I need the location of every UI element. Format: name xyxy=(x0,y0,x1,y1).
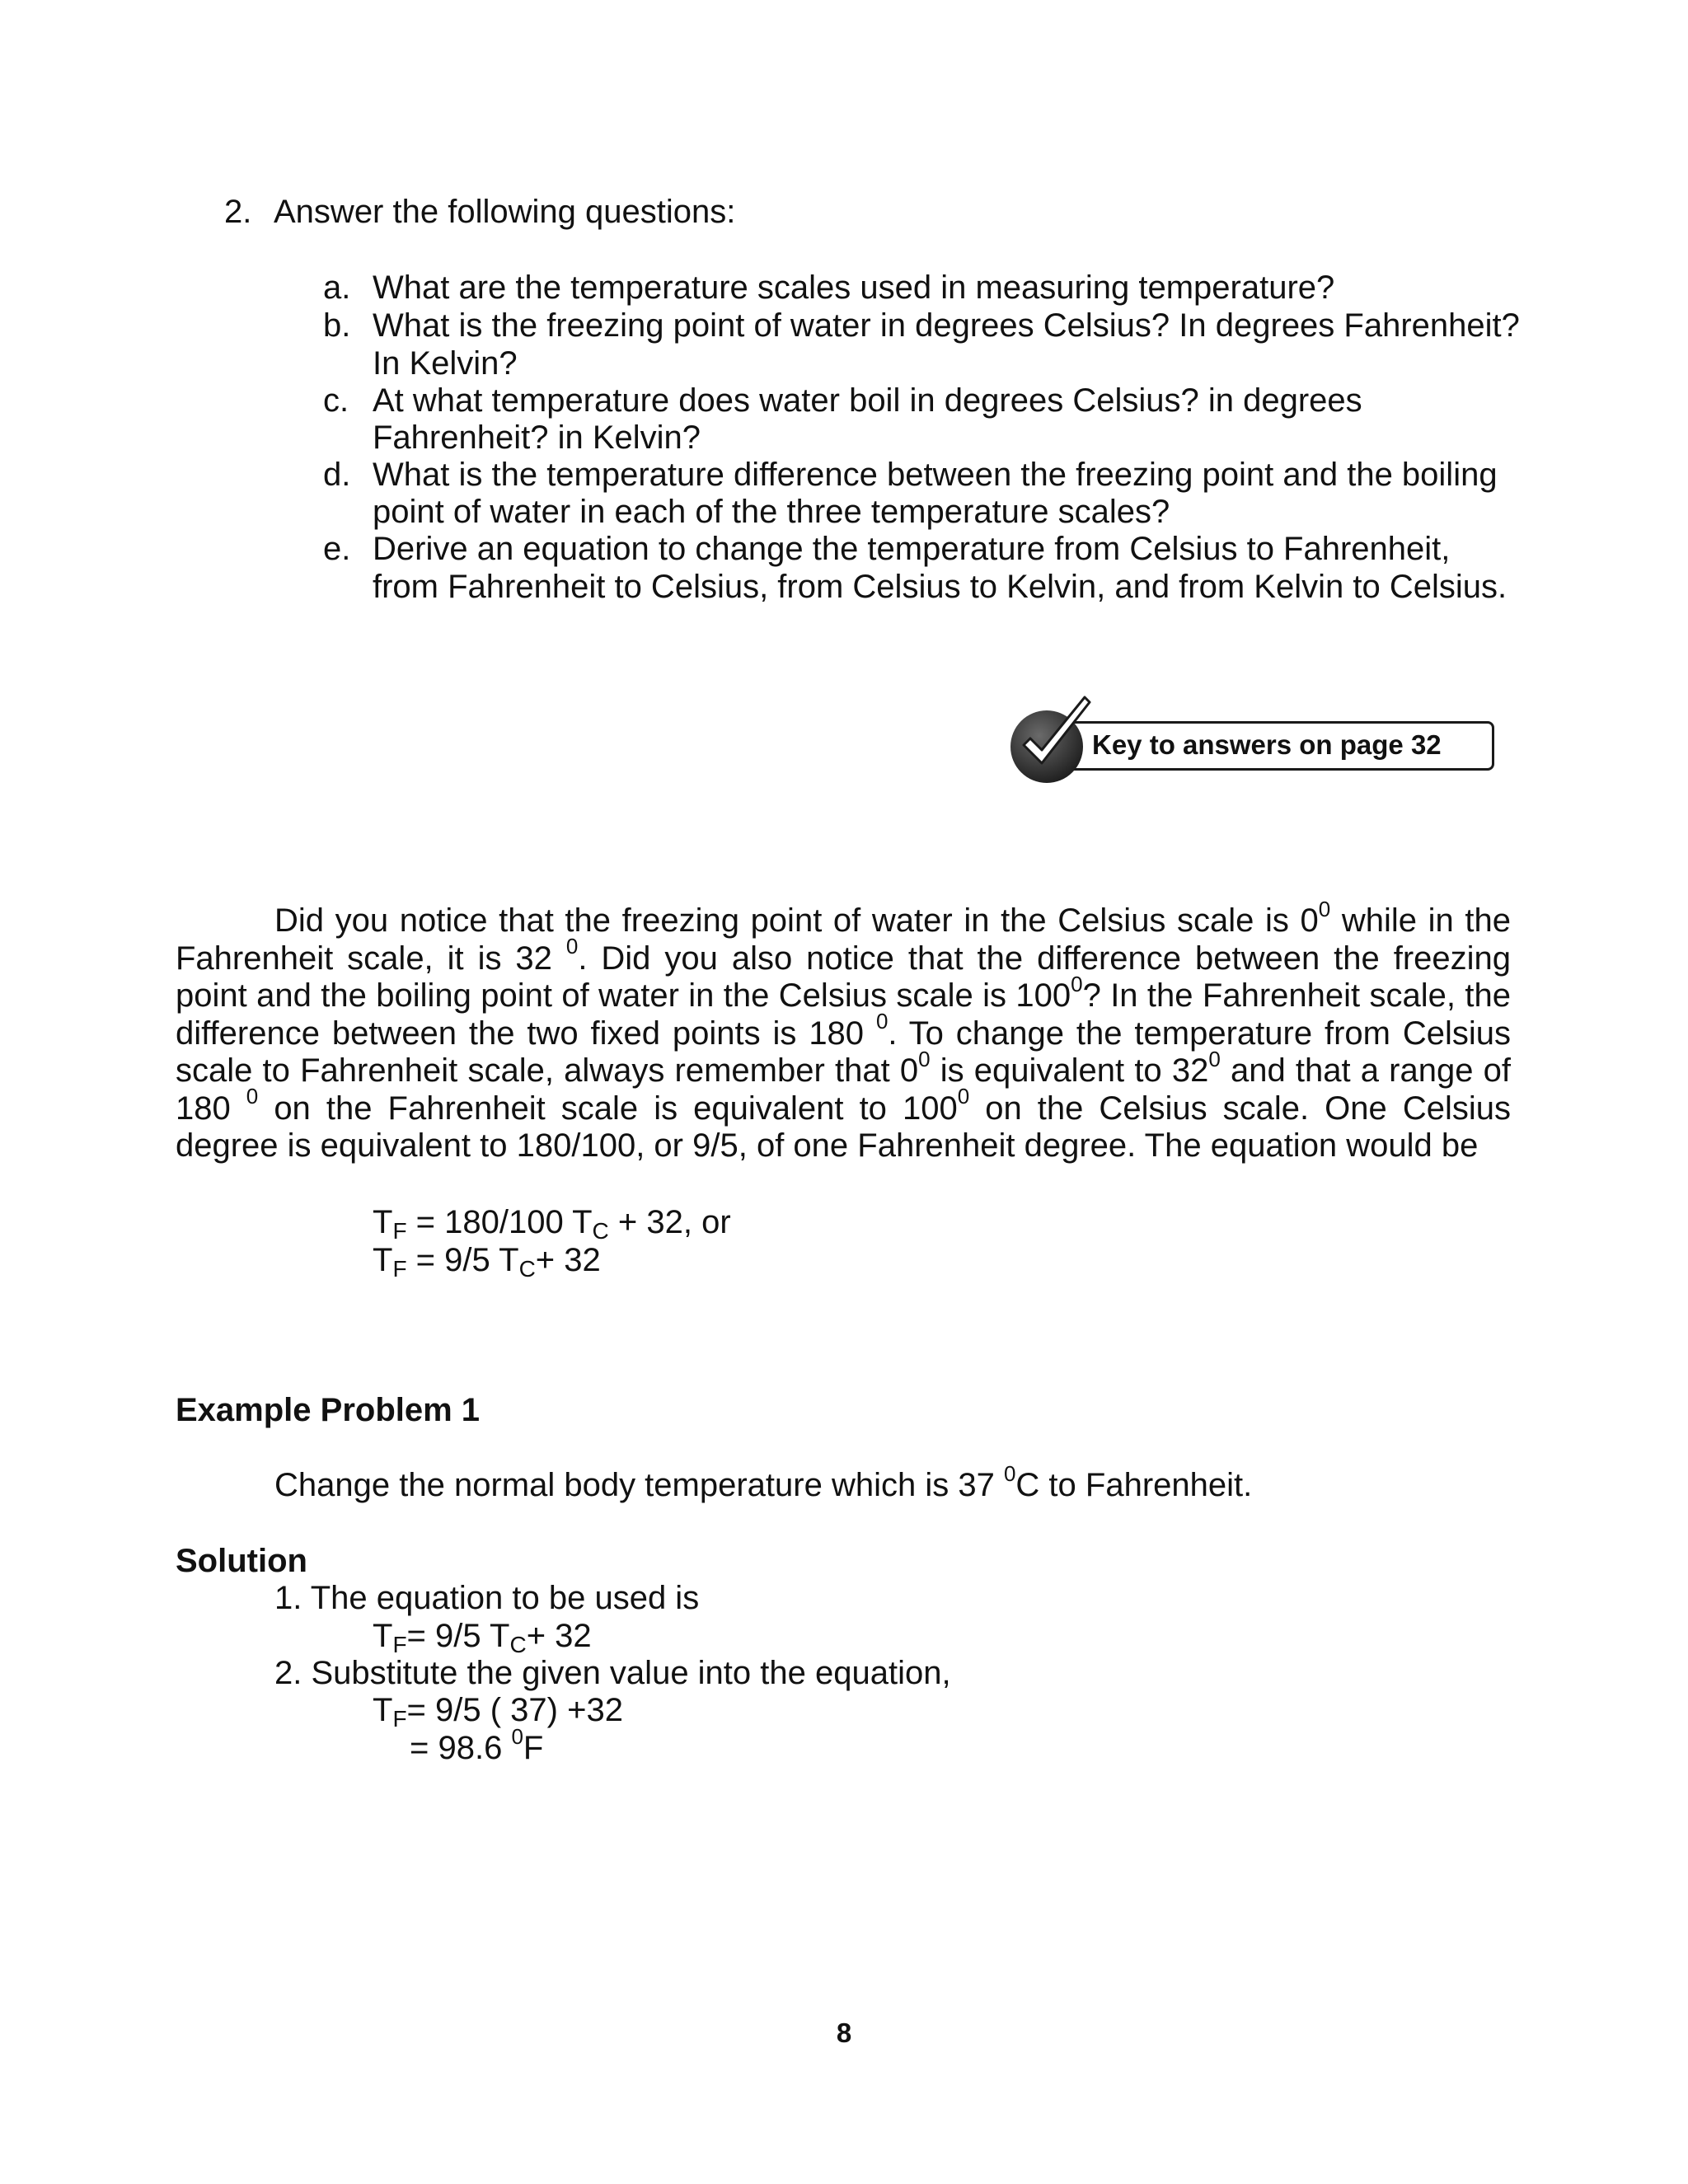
question-item-a xyxy=(323,269,1334,307)
para-text: on the Celsius scale. One Celsius degree is equivalent to 180/100, or 9/5, of one Fahrenheit degree. The equation would be xyxy=(176,1090,1511,1164)
question-item-b xyxy=(323,307,1520,344)
item-text: Derive an equation to change the temperature from Celsius to Fahrenheit, xyxy=(373,531,1451,567)
item-text: What is the temperature difference between the freezing point and the boiling xyxy=(373,457,1498,493)
degree-mark: 0 xyxy=(565,934,579,959)
example-statement: Change the normal body temperature which is 37 $^0$C to Fahrenheit. xyxy=(274,1460,1253,1503)
question-item-d-cont: point of water in each of the three temperature scales? xyxy=(373,494,1170,530)
question-item-e xyxy=(323,530,1450,568)
degree-mark: 0 xyxy=(246,1084,259,1109)
question-item-c-cont: Fahrenheit? in Kelvin? xyxy=(373,419,701,456)
para-text: while in the Fahrenheit scale, it is 32 xyxy=(176,902,1511,977)
question-item-e-cont: from Fahrenheit to Celsius, from Celsius to Kelvin, and from Kelvin to Celsius. xyxy=(373,569,1507,605)
equation-1: $T_F = 180/100$ $T_C + 32$, or xyxy=(373,1204,731,1244)
degree-mark: 0 xyxy=(1071,971,1083,996)
example-heading: Example Problem 1 xyxy=(176,1392,481,1428)
degree-mark: 0 xyxy=(1208,1046,1221,1071)
solution-result: = 98.6 $^0$F xyxy=(410,1723,544,1766)
solution-step-1: 1. The equation to be used is xyxy=(274,1580,700,1616)
page-number: 8 xyxy=(836,2018,852,2048)
para-text: ? In the Fahrenheit scale, the difference between the two fixed points is 180 xyxy=(176,977,1512,1052)
solution-step-2: 2. Substitute the given value into the equation, xyxy=(274,1655,951,1691)
checkmark-icon xyxy=(1006,691,1100,785)
item-letter: c. xyxy=(323,382,349,419)
question-item-b-cont: In Kelvin? xyxy=(373,345,518,382)
para-text: and that a range of 180 xyxy=(176,1052,1511,1127)
explanation-paragraph xyxy=(176,896,1512,1165)
item-letter: d. xyxy=(323,457,351,493)
solution-step-2-equation: $T_F= 9/5$ ( 37) +32 xyxy=(373,1692,623,1732)
para-text: Did you notice that the freezing point of water in the Celsius scale is 0 xyxy=(274,902,1319,939)
degree-mark: 0 xyxy=(875,1009,889,1034)
item-letter: e. xyxy=(323,531,351,567)
solution-heading: Solution xyxy=(176,1543,307,1579)
question-item-d xyxy=(323,456,1498,494)
equation-2: $T_F = 9/5$ $T_C+ 32$ xyxy=(373,1242,601,1282)
solution-step-1-equation: $T_F= 9/5$ $T_C+ 32$ xyxy=(373,1618,592,1657)
degree-mark: 0 xyxy=(1318,896,1331,921)
item-text: At what temperature does water boil in degrees Celsius? in degrees xyxy=(373,382,1362,419)
item-text: What is the freezing point of water in degrees Celsius? In degrees Fahrenheit? xyxy=(373,307,1520,344)
item-letter: a. xyxy=(323,269,351,306)
question-number: 2. xyxy=(224,194,252,230)
item-text: What are the temperature scales used in measuring temperature? xyxy=(373,269,1335,306)
question-intro: Answer the following questions: xyxy=(274,194,736,230)
para-text: on the Fahrenheit scale is equivalent to 100 xyxy=(258,1090,958,1127)
answer-key-text: Key to answers on page 32 xyxy=(1092,729,1442,760)
para-text: . Did you also notice that the difference between the freezing point and the boiling point of water in the Celsius scale is 100 xyxy=(176,940,1512,1014)
item-letter: b. xyxy=(323,307,351,344)
question-item-c xyxy=(323,382,1362,419)
degree-mark: 0 xyxy=(918,1046,931,1071)
degree-mark: 0 xyxy=(957,1084,970,1109)
para-text: . To change the temperature from Celsius scale to Fahrenheit scale, always remember that 0 xyxy=(176,1015,1511,1089)
para-text: is equivalent to 32 xyxy=(930,1052,1209,1089)
question-2 xyxy=(224,193,735,231)
